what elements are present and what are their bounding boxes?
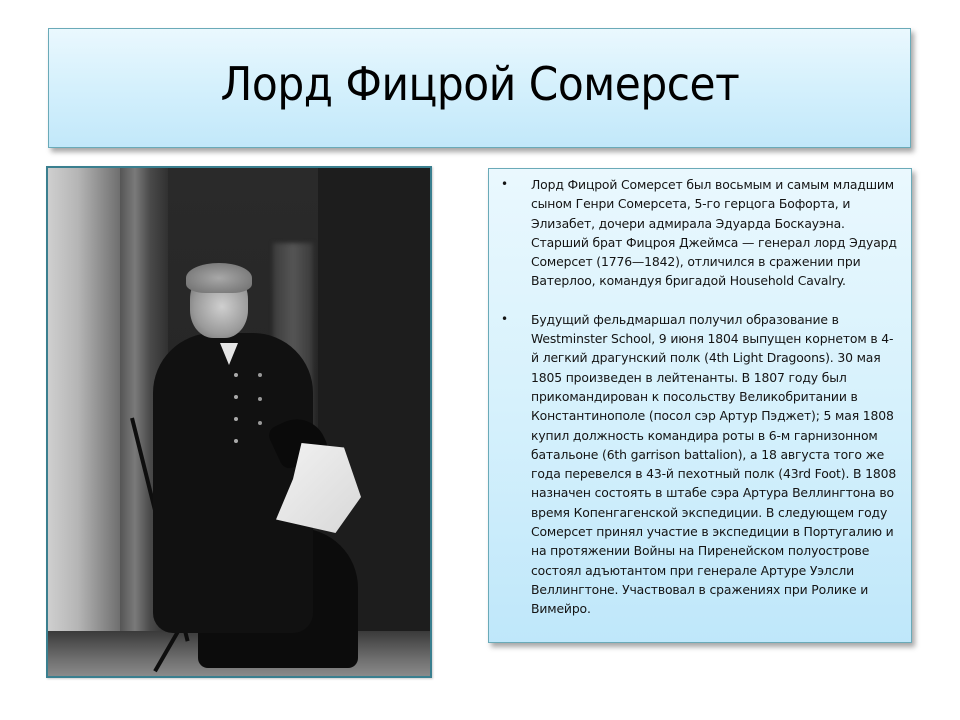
photo-figure-body (153, 333, 313, 633)
photo-wall (48, 168, 123, 676)
portrait-photo (46, 166, 432, 678)
bullet-text: Будущий фельдмаршал получил образование в Westminster School, 9 июня 1804 выпущен корнетом в 4-й легкий драгунский полк (4th Light Dragoons). 30 мая 1805 произведен в лейтенанты. В 1807 году был прикомандирован к посольству Великобритании в Константинополе (посол сэр Артур Пэджет); 5 мая 1808 купил должность командира роты в 6-м гарнизонном батальоне (6th garrison battalion), а 18 августа того же года перевелся в 43-й пехотный полк (43rd Foot). В 1808 назначен состоять в штабе сэра Артура Веллингтона во время Копенгагенской экспедиции. В следующем году Сомерсет принял участие в экспедиции в Португалию и на протяжении Войны на Пиренейском полуострове состоял адъютантом при генерале Артуре Уэлсли Веллингтоне. Участвовал в сражениях при Ролике и Вимейро. (531, 311, 897, 617)
slide-title: Лорд Фицрой Сомерсет (220, 57, 739, 111)
title-placeholder (48, 28, 911, 148)
bullet-icon: • (501, 311, 508, 326)
bullet-item (489, 175, 901, 291)
photo-figure-hair (186, 263, 252, 293)
bullet-item (489, 310, 901, 619)
bullet-list (489, 169, 911, 638)
content-placeholder (488, 168, 912, 643)
photo-coat-buttons (234, 373, 238, 377)
bullet-icon: • (501, 177, 508, 191)
bullet-text: Лорд Фицрой Сомерсет был восьмым и самым младшим сыном Генри Сомерсета, 5-го герцога Бофорта, и Элизабет, дочери адмирала Эдуарда Боскауэна. Старший брат Фицроя Джеймса — генерал лорд Эдуард Сомерсет (1776—1842), отличился в сражении при Ватерлоо, командуя бригадой Household Cavalry. (531, 177, 897, 289)
